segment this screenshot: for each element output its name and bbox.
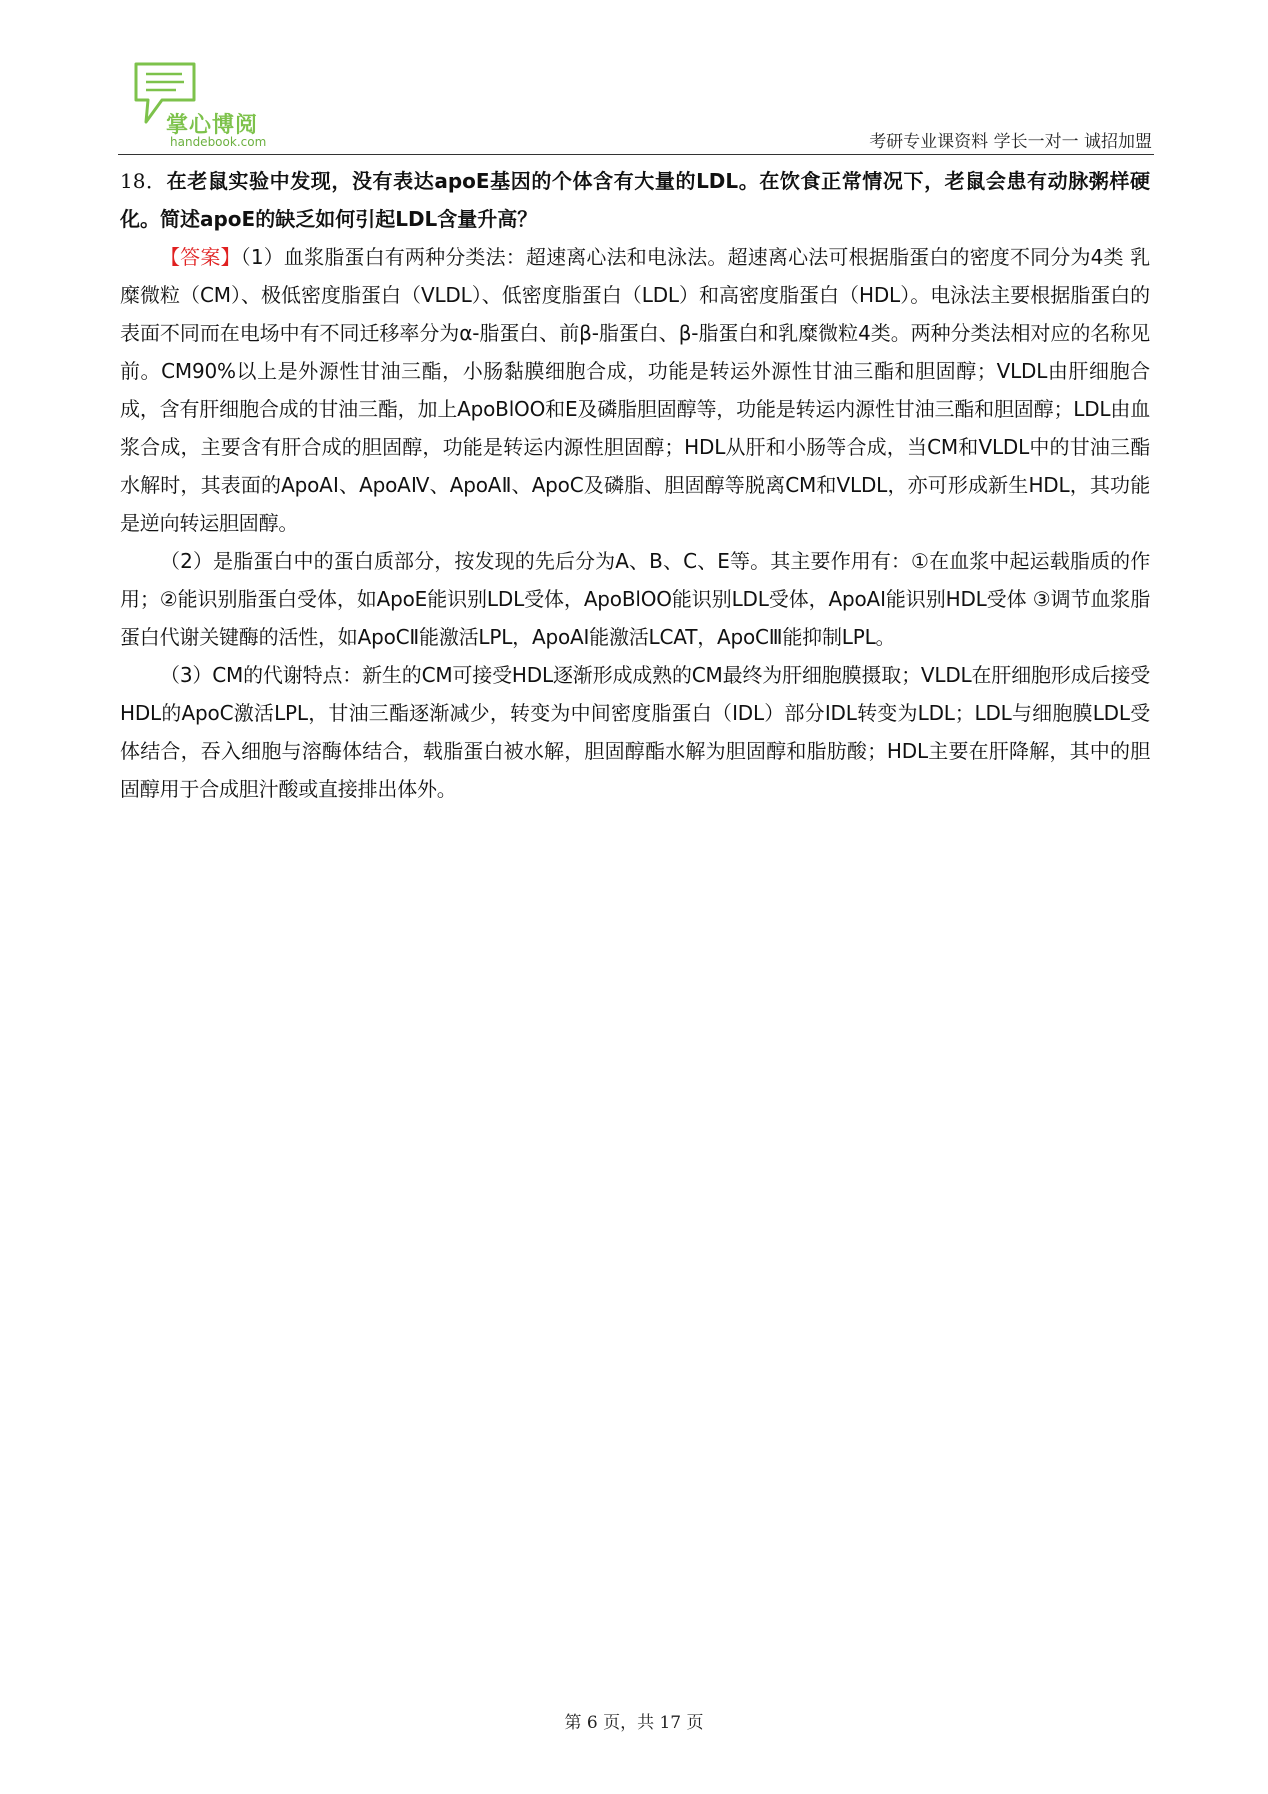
logo-text: 掌心博阅 — [166, 113, 259, 138]
header-tagline: 考研专业课资料 学长一对一 诚招加盟 — [869, 132, 1152, 152]
brand-logo — [132, 60, 282, 150]
question-text: 在老鼠实验中发现，没有表达apoE基因的个体含有大量的LDL。在饮食正常情况下，老鼠会患有动脉粥样硬化。简述apoE的缺乏如何引起LDL含量升高？ — [120, 169, 1150, 231]
question-18 — [120, 162, 1150, 238]
logo-subtext: handebook.com — [170, 135, 267, 149]
header-divider — [118, 154, 1154, 155]
answer-paragraph-2: （2）是脂蛋白中的蛋白质部分，按发现的先后分为A、B、C、E等。其主要作用有：①在血浆中起运载脂质的作用；②能识别脂蛋白受体，如ApoE能识别LDL受体，ApoBlOO能识别LDL受体，ApoAⅠ能识别HDL受体 ③调节血浆脂蛋白代谢关键酶的活性，如ApoCⅡ能激活LPL，ApoAⅠ能激活LCAT，ApoCⅢ能抑制LPL。 — [120, 549, 1150, 649]
answer-paragraph-3: （3）CM的代谢特点：新生的CM可接受HDL逐渐形成成熟的CM最终为肝细胞膜摄取；VLDL在肝细胞形成后接受HDL的ApoC激活LPL，甘油三酯逐渐减少，转变为中间密度脂蛋白（IDL）部分IDL转变为LDL；LDL与细胞膜LDL受体结合，吞入细胞与溶酶体结合，载脂蛋白被水解，胆固醇酯水解为胆固醇和脂肪酸；HDL主要在肝降解，其中的胆固醇用于合成胆汁酸或直接排出体外。 — [120, 663, 1150, 801]
question-number: 18． — [120, 169, 167, 193]
answer-tag: 【答案】 — [160, 245, 241, 269]
answer-paragraph-1 — [120, 238, 1150, 542]
document-body — [120, 162, 1150, 808]
page-number: 第 6 页，共 17 页 — [564, 1713, 704, 1733]
answer-paragraph-1-text: （1）血浆脂蛋白有两种分类法：超速离心法和电泳法。超速离心法可根据脂蛋白的密度不同分为4类 乳糜微粒（CM）、极低密度脂蛋白（VLDL）、低密度脂蛋白（LDL）和高密度脂蛋白（HDL）。电泳法主要根据脂蛋白的表面不同而在电场中有不同迁移率分为α-脂蛋白、前β-脂蛋白、β-脂蛋白和乳糜微粒4类。两种分类法相对应的名称见前。CM90%以上是外源性甘油三酯，小肠黏膜细胞合成，功能是转运外源性甘油三酯和胆固醇；VLDL由肝细胞合成，含有肝细胞合成的甘油三酯，加上ApoBlOO和E及磷脂胆固醇等，功能是转运内源性甘油三酯和胆固醇；LDL由血浆合成，主要含有肝合成的胆固醇，功能是转运内源性胆固醇；HDL从肝和小肠等合成，当CM和VLDL中的甘油三酯水解时，其表面的ApoAⅠ、ApoAⅣ、ApoAⅡ、ApoC及磷脂、胆固醇等脱离CM和VLDL，亦可形成新生HDL，其功能是逆向转运胆固醇。 — [120, 245, 1150, 535]
